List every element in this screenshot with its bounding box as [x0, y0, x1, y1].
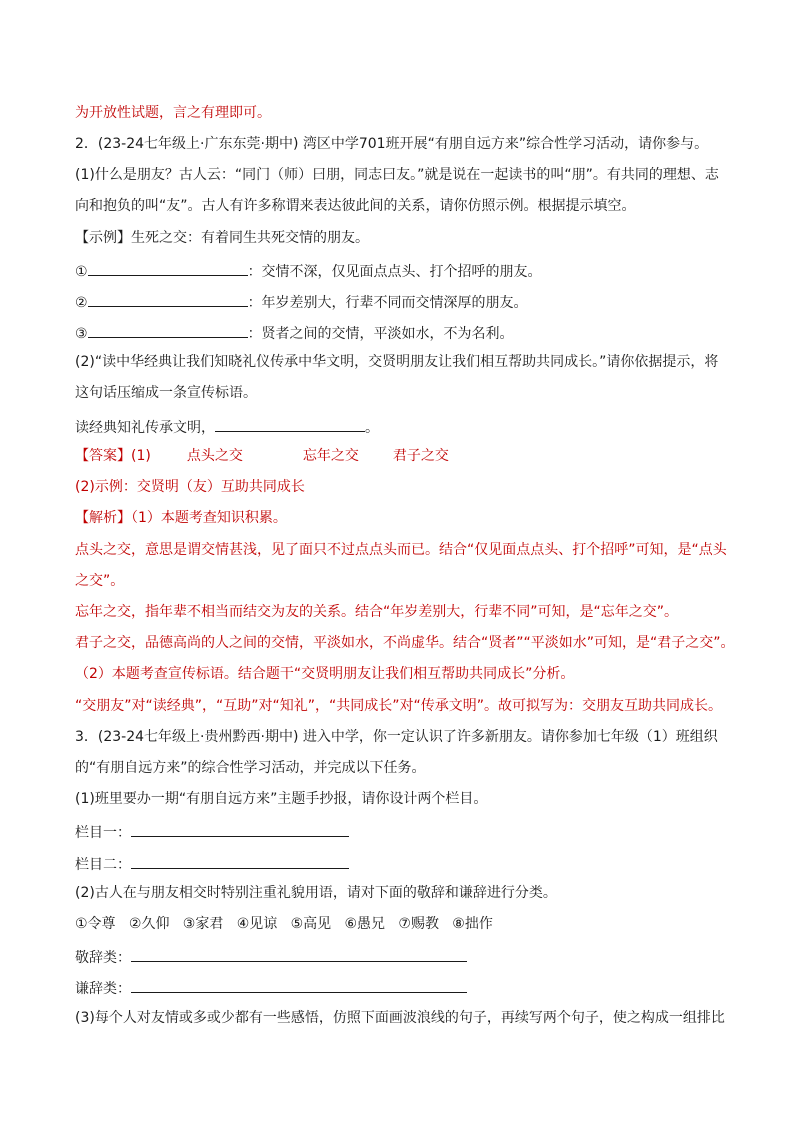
analysis-line-1: 点头之交，意思是谓交情甚浅，见了面只不过点点头而已。结合“仅见面点点头、打个招呼”可知，是“点头: [75, 542, 727, 558]
question-2-part2-line2: 这句话压缩成一条宣传标语。: [75, 385, 257, 401]
answer-tag: 【答案】: [75, 448, 131, 464]
column-2-blank[interactable]: [131, 852, 349, 869]
humble-blank[interactable]: [131, 976, 467, 993]
analysis-line-3: 忘年之交，指年辈不相当而结交为友的关系。结合“年岁差别大，行辈不同”可知，是“忘年之交”。: [75, 604, 679, 620]
column-2-line: [75, 852, 725, 875]
question-2-part1-line2: 向和抱负的叫“友”。古人有许多称谓来表达彼此间的关系，请你仿照示例。根据提示填空。: [75, 198, 636, 214]
fill-blank-3[interactable]: [88, 321, 248, 338]
answer-line: [75, 446, 725, 466]
answer-3: 君子之交: [392, 448, 449, 464]
analysis-line-5: （2）本题考查宣传标语。结合题干“交贤明朋友让我们相互帮助共同成长”分析。: [75, 666, 575, 682]
fill-line-3: [75, 321, 725, 344]
question-3-stem-line2: 的“有朋自远方来”的综合性学习活动，并完成以下任务。: [75, 760, 426, 776]
question-2-stem: 2．(23-24七年级上·广东东莞·期中) 湾区中学701班开展“有朋自远方来”综合性学习活动，请你参与。: [75, 136, 709, 152]
analysis-header: [75, 508, 725, 528]
honorific-blank[interactable]: [131, 945, 467, 962]
question-3-stem-line1: 3．(23-24七年级上·贵州黔西·期中) 进入中学，你一定认识了许多新朋友。请你参加七年级（1）班组织: [75, 729, 718, 745]
question-3-part3: (3)每个人对友情或多或少都有一些感悟，仿照下面画波浪线的句子，再续写两个句子，使之构成一组排比: [75, 1010, 725, 1026]
fill-text-1: ：交情不深，仅见面点点头、打个招呼的朋友。: [247, 264, 542, 280]
fill-marker-3: ③: [75, 326, 88, 342]
column-2-label: 栏目二：: [75, 857, 131, 873]
answer-part-label: (1): [131, 448, 151, 464]
analysis-tag: 【解析】: [75, 510, 131, 526]
humble-label: 谦辞类：: [75, 981, 131, 997]
fill-blank-2[interactable]: [88, 290, 248, 307]
question-3-part2: (2)古人在与朋友相交时特别注重礼貌用语，请对下面的敬辞和谦辞进行分类。: [75, 885, 557, 901]
honorific-label: 敬辞类：: [75, 950, 131, 966]
fill-text-2: ：年岁差别大，行辈不同而交情深厚的朋友。: [247, 295, 528, 311]
column-1-label: 栏目一：: [75, 825, 131, 841]
question-2-part2-line1: (2)“读中华经典让我们知晓礼仪传承中华文明，交贤明朋友让我们相互帮助共同成长。”请你依据提示，将: [75, 354, 719, 370]
fill-marker-2: ②: [75, 295, 88, 311]
analysis-line-4: 君子之交，品德高尚的人之间的交情，平淡如水，不尚虚华。结合“贤者”“平淡如水”可知，是“君子之交”。: [75, 635, 735, 651]
slogan-blank[interactable]: [215, 415, 365, 432]
example-line: 【示例】生死之交：有着同生共死交情的朋友。: [75, 230, 369, 246]
column-1-blank[interactable]: [131, 820, 349, 837]
humble-line: [75, 976, 725, 999]
word-options: ①令尊 ②久仰 ③家君 ④见谅 ⑤高见 ⑥愚兄 ⑦赐教 ⑧拙作: [75, 916, 493, 932]
analysis-intro: （1）本题考查知识积累。: [131, 510, 287, 526]
fill-marker-1: ①: [75, 264, 88, 280]
slogan-prefix: 读经典知礼传承文明，: [75, 420, 215, 436]
fill-line-1: [75, 259, 725, 282]
slogan-line: [75, 415, 725, 438]
question-2-part1-line1: (1)什么是朋友？古人云：“同门（师）曰朋，同志曰友。”就是说在一起读书的叫“朋”。有共同的理想、志: [75, 167, 719, 183]
fill-blank-1[interactable]: [88, 259, 248, 276]
honorific-line: [75, 945, 725, 968]
fill-text-3: ：贤者之间的交情，平淡如水，不为名利。: [247, 326, 514, 342]
column-1-line: [75, 820, 725, 843]
slogan-suffix: 。: [365, 420, 379, 436]
answer-part2: (2)示例：交贤明（友）互助共同成长: [75, 479, 305, 495]
answer-note: 为开放性试题，言之有理即可。: [75, 105, 271, 121]
answer-2: 忘年之交: [302, 448, 359, 464]
fill-line-2: [75, 290, 725, 313]
question-3-part1: (1)班里要办一期“有朋自远方来”主题手抄报，请你设计两个栏目。: [75, 791, 488, 807]
answer-1: 点头之交: [186, 448, 243, 464]
analysis-line-2: 之交”。: [75, 573, 125, 589]
analysis-line-6: “交朋友”对“读经典”，“互助”对“知礼”，“共同成长”对“传承文明”。故可拟写为：交朋友互助共同成长。: [75, 698, 723, 714]
